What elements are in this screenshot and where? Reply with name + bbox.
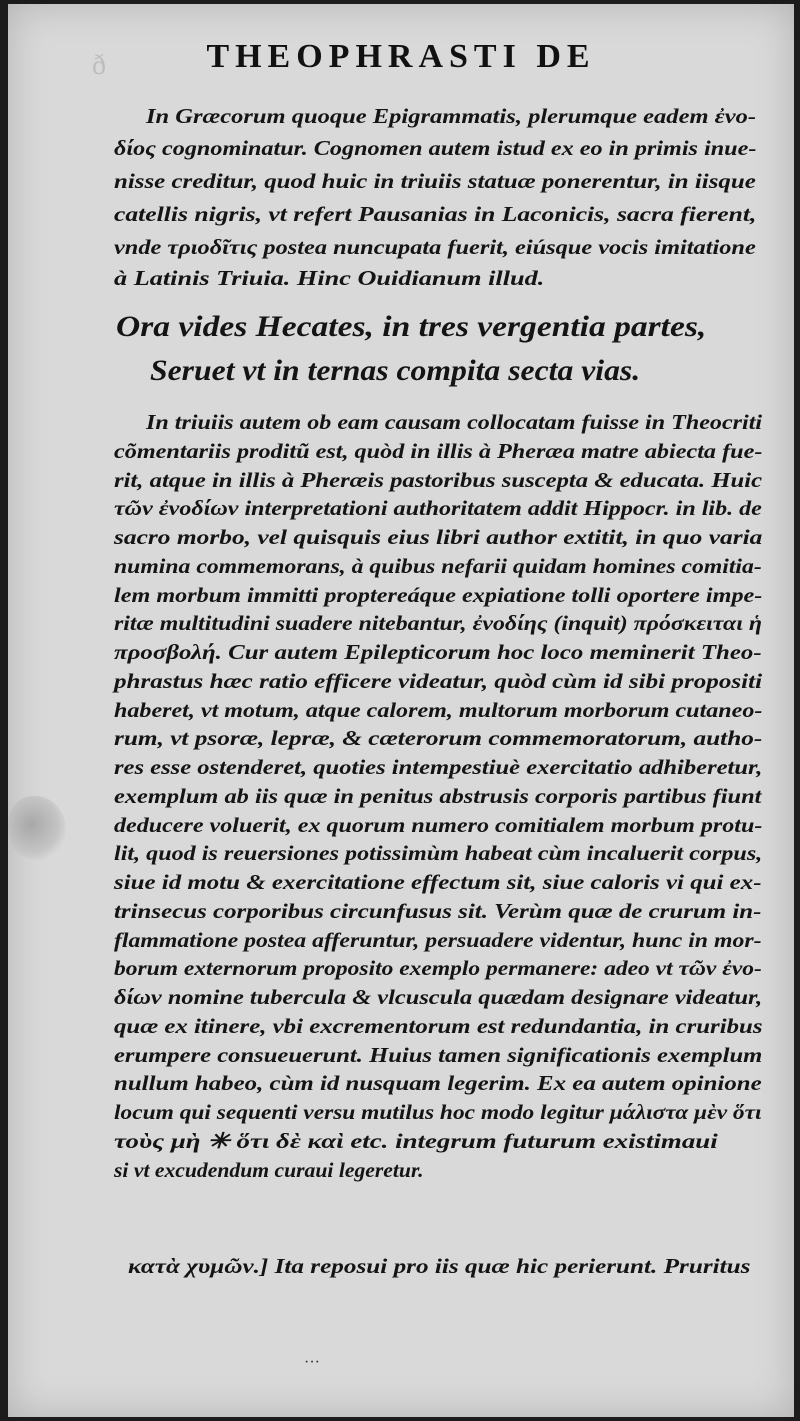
verse-line: Ora vides Hecates, in tres vergentia partes, bbox=[116, 310, 707, 343]
text-line: locum qui sequenti versu mutilus hoc modo legitur μάλιστα μὲν ὅτι bbox=[114, 1100, 762, 1124]
text-line: τοὺς μὴ ✳ ὅτι δὲ καὶ etc. integrum futurum existimaui bbox=[114, 1129, 718, 1153]
text-line: rum, vt psoræ, lepræ, & cæterorum commemoratorum, autho- bbox=[114, 726, 763, 750]
text-line: flammatione postea afferuntur, persuadere videntur, hunc in mor- bbox=[114, 928, 762, 952]
paper-stain bbox=[8, 796, 66, 860]
text-line: In Græcorum quoque Epigrammatis, plerumque eadem ἐνο- bbox=[146, 104, 757, 128]
text-line: lem morbum immitti proptereáque expiatione tolli oportere impe- bbox=[114, 583, 763, 607]
text-line: δίος cognominatur. Cognomen autem istud ex eo in primis inue- bbox=[114, 136, 757, 160]
text-line: lit, quod is reuersiones potissimùm habeat cùm incaluerit corpus, bbox=[114, 841, 763, 865]
text-line: borum externorum proposito exemplo permanere: adeo vt τῶν ἐνο- bbox=[114, 956, 762, 980]
text-line: cõmentariis proditũ est, quòd in illis à Pheræa matre abiecta fue- bbox=[114, 439, 763, 463]
text-line: si vt excudendum curaui legeretur. bbox=[114, 1158, 424, 1182]
text-line: res esse ostenderet, quoties intempestiuè exercitatio adhiberetur, bbox=[114, 755, 763, 779]
text-line: In triuiis autem ob eam causam collocatam fuisse in Theocriti bbox=[146, 410, 763, 434]
footer-mark: ··· bbox=[304, 1354, 320, 1371]
text-line: exemplum ab iis quæ in penitus abstrusis corporis partibus fiunt bbox=[114, 784, 762, 808]
text-line: phrastus hæc ratio efficere videatur, quòd cùm id sibi propositi bbox=[114, 669, 763, 693]
text-line: rit, atque in illis à Pheræis pastoribus suscepta & educata. Huic bbox=[114, 468, 763, 492]
text-line: catellis nigris, vt refert Pausanias in Laconicis, sacra fierent, bbox=[114, 202, 757, 226]
text-line: à Latinis Triuia. Hinc Ouidianum illud. bbox=[114, 266, 545, 290]
text-line: τῶν ἐνοδίων interpretationi authoritatem addit Hippocr. in lib. de bbox=[114, 496, 762, 520]
text-line: nisse creditur, quod huic in triuiis statuæ ponerentur, in iisque bbox=[114, 169, 756, 193]
text-line: sacro morbo, vel quisquis eius libri author extitit, in quo varia bbox=[114, 525, 763, 549]
running-head: THEOPHRASTI DE bbox=[206, 38, 596, 75]
book-page bbox=[8, 4, 794, 1417]
text-line: deducere voluerit, ex quorum numero comitialem morbum protu- bbox=[114, 813, 763, 837]
text-line: δίων nomine tubercula & vlcuscula quædam designare videatur, bbox=[114, 985, 763, 1009]
text-line: προσβολή. Cur autem Epilepticorum hoc loco meminerit Theo- bbox=[114, 640, 762, 664]
text-line: erumpere consueuerunt. Huius tamen significationis exemplum bbox=[114, 1043, 763, 1067]
bleed-through-mark: ð bbox=[92, 50, 106, 81]
text-line: vnde τριοδῖτις postea nuncupata fuerit, eiúsque vocis imitatione bbox=[114, 235, 756, 259]
text-line: ritæ multitudini suadere nitebantur, ἐνοδίης (inquit) πρόσκειται ἡ bbox=[114, 611, 762, 635]
text-line: nullum habeo, cùm id nusquam legerim. Ex ea autem opinione bbox=[114, 1071, 762, 1095]
verse-line: Seruet vt in ternas compita secta vias. bbox=[150, 354, 641, 387]
text-line: haberet, vt motum, atque calorem, multorum morborum cutaneo- bbox=[114, 698, 763, 722]
text-line: trinsecus corporibus circunfusus sit. Verùm quæ de crurum in- bbox=[114, 899, 762, 923]
text-line: κατὰ χυμῶν.] Ita reposui pro iis quæ hic perierunt. Pruritus bbox=[128, 1254, 751, 1278]
text-line: siue id motu & exercitatione effectum sit, siue caloris vi qui ex- bbox=[114, 870, 762, 894]
text-line: quæ ex itinere, vbi excrementorum est redundantia, in cruribus bbox=[114, 1014, 763, 1038]
text-line: numina commemorans, à quibus nefarii quidam homines comitia- bbox=[114, 554, 762, 578]
